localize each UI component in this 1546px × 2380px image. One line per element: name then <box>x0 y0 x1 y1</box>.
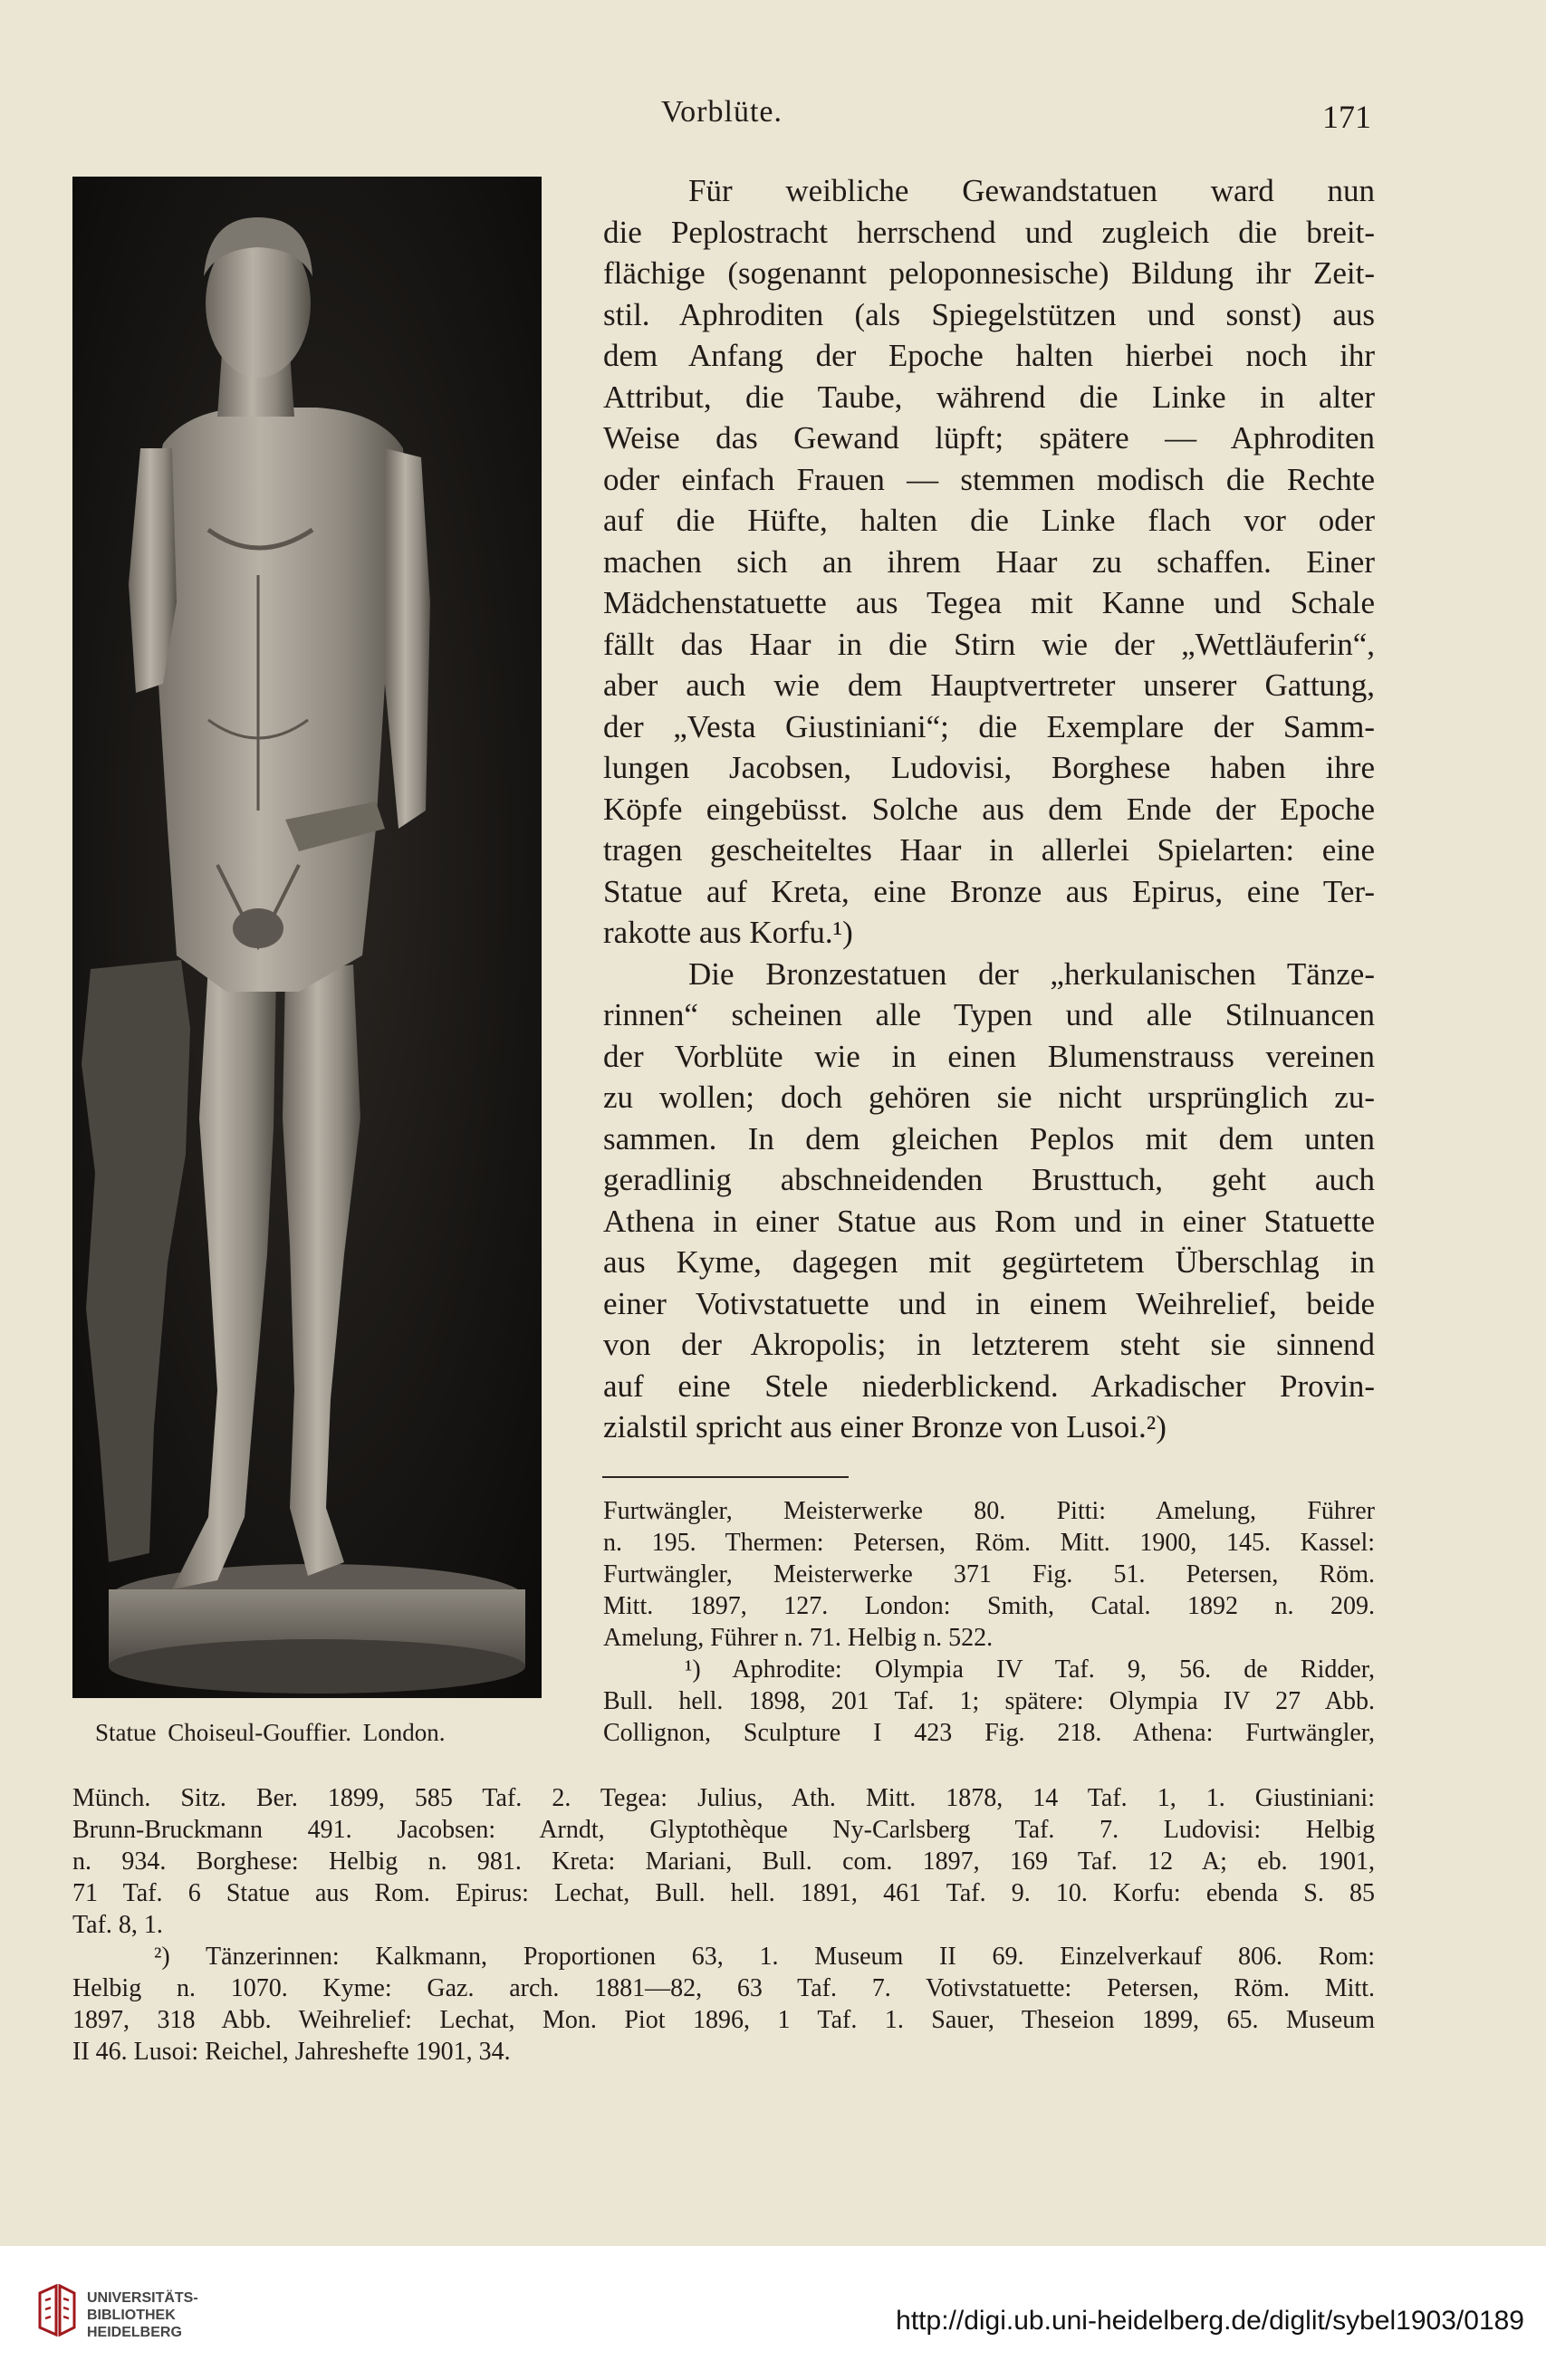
text-line: Weise das Gewand lüpft; spätere — Aphroditen <box>603 420 1375 456</box>
figure-caption: Statue Choiseul-Gouffier. London. <box>95 1719 446 1746</box>
text-line: Köpfe eingebüsst. Solche aus dem Ende der Epoche <box>603 791 1375 827</box>
digitization-footer <box>0 2246 1546 2380</box>
library-logo-icon <box>36 2284 78 2337</box>
text-line: Mädchenstatuette aus Tegea mit Kanne und Schale <box>603 585 1375 620</box>
text-line: lungen Jacobsen, Ludovisi, Borghese haben ihre <box>603 750 1375 785</box>
text-line: machen sich an ihrem Haar zu schaffen. Einer <box>603 543 1375 580</box>
footnote-line: Amelung, Führer n. 71. Helbig n. 522. <box>603 1624 994 1652</box>
text-line: Die Bronzestatuen der „herkulanischen Tänze- <box>688 955 1375 992</box>
text-line: auf die Hüfte, halten die Linke flach vor oder <box>603 503 1375 538</box>
footnote-line: Furtwängler, Meisterwerke 371 Fig. 51. Petersen, Röm. <box>603 1560 1375 1588</box>
footnote-line: II 46. Lusoi: Reichel, Jahreshefte 1901, 34. <box>72 2038 511 2066</box>
text-line: dem Anfang der Epoche halten hierbei noch ihr <box>603 338 1375 373</box>
library-name-line: UNIVERSITÄTS- <box>87 2290 198 2306</box>
library-name <box>87 2289 198 2341</box>
footnotes-full-width <box>72 1782 1375 2068</box>
statue-illustration <box>72 177 542 1698</box>
text-line: aber auch wie dem Hauptvertreter unserer Gattung, <box>603 667 1375 703</box>
footnote-line: Taf. 8, 1. <box>72 1911 163 1939</box>
text-line: einer Votivstatuette und in einem Weihrelief, beide <box>603 1285 1375 1321</box>
text-line: stil. Aphroditen (als Spiegelstützen und sonst) aus <box>603 296 1375 332</box>
text-line: rakotte aus Korfu.¹) <box>603 915 853 950</box>
text-line: rinnen“ scheinen alle Typen und alle Stilnuancen <box>603 997 1375 1032</box>
statue-photograph <box>72 177 542 1698</box>
footnote-line: Mitt. 1897, 127. London: Smith, Catal. 1892 n. 209. <box>603 1592 1375 1620</box>
footnote-line: Furtwängler, Meisterwerke 80. Pitti: Amelung, Führer <box>603 1497 1375 1525</box>
text-line: Statue auf Kreta, eine Bronze aus Epirus, eine Ter- <box>603 873 1375 909</box>
footnote-line: Helbig n. 1070. Kyme: Gaz. arch. 1881—82, 63 Taf. 7. Votivstatuette: Petersen, Röm. Mitt. <box>72 1974 1375 2002</box>
text-line: von der Akropolis; in letzterem steht sie sinnend <box>603 1327 1375 1362</box>
footnote-rule <box>602 1476 849 1478</box>
page-number: 171 <box>1322 99 1371 135</box>
footnote-line: Münch. Sitz. Ber. 1899, 585 Taf. 2. Tegea: Julius, Ath. Mitt. 1878, 14 Taf. 1, 1. Giustiniani: <box>72 1784 1375 1812</box>
text-line: aus Kyme, dagegen mit gegürtetem Überschlag in <box>603 1244 1375 1280</box>
footnote-line: n. 934. Borghese: Helbig n. 981. Kreta: Mariani, Bull. com. 1897, 169 Taf. 12 A; eb. 1901, <box>72 1847 1375 1876</box>
text-line: Athena in einer Statue aus Rom und in einer Statuette <box>603 1203 1375 1239</box>
footnotes-right-column <box>603 1495 1375 1749</box>
text-line: oder einfach Frauen — stemmen modisch die Rechte <box>603 461 1375 497</box>
text-line: sammen. In dem gleichen Peplos mit dem unten <box>603 1120 1375 1156</box>
library-name-line: HEIDELBERG <box>87 2325 182 2340</box>
text-line: geradlinig abschneidenden Brusttuch, geht auch <box>603 1162 1375 1197</box>
footnote-line: ²) Tänzerinnen: Kalkmann, Proportionen 63, 1. Museum II 69. Einzelverkauf 806. Rom: <box>154 1943 1375 1971</box>
text-line: tragen gescheiteltes Haar in allerlei Spielarten: eine <box>603 832 1375 868</box>
footnote-line: 1897, 318 Abb. Weihrelief: Lechat, Mon. Piot 1896, 1 Taf. 1. Sauer, Theseion 1899, 65. Museum <box>72 2006 1375 2034</box>
footnote-line: Collignon, Sculpture I 423 Fig. 218. Athena: Furtwängler, <box>603 1719 1375 1747</box>
text-line: die Peplostracht herrschend und zugleich die breit- <box>603 214 1375 250</box>
text-line: flächige (sogenannt peloponnesische) Bildung ihr Zeit- <box>603 255 1375 291</box>
text-line: Für weibliche Gewandstatuen ward nun <box>688 173 1375 208</box>
text-line: der „Vesta Giustiniani“; die Exemplare der Samm- <box>603 708 1375 744</box>
running-title: Vorblüte. <box>661 95 783 129</box>
footnote-line: n. 195. Thermen: Petersen, Röm. Mitt. 1900, 145. Kassel: <box>603 1529 1375 1557</box>
text-line: Attribut, die Taube, während die Linke in alter <box>603 379 1375 415</box>
footnote-line: ¹) Aphrodite: Olympia IV Taf. 9, 56. de Ridder, <box>685 1655 1375 1684</box>
footnote-line: 71 Taf. 6 Statue aus Rom. Epirus: Lechat, Bull. hell. 1891, 461 Taf. 9. 10. Korfu: ebenda S. 85 <box>72 1879 1375 1907</box>
text-line: zu wollen; doch gehören sie nicht ursprünglich zu- <box>603 1080 1375 1115</box>
text-line: fällt das Haar in die Stirn wie der „Wettläuferin“, <box>603 626 1375 662</box>
footnote-line: Brunn-Bruckmann 491. Jacobsen: Arndt, Glyptothèque Ny-Carlsberg Taf. 7. Ludovisi: Helbig <box>72 1816 1375 1844</box>
text-line: zialstil spricht aus einer Bronze von Lusoi.²) <box>603 1409 1167 1444</box>
source-url-link[interactable]: http://digi.ub.uni-heidelberg.de/diglit/sybel1903/0189 <box>896 2306 1524 2336</box>
main-text <box>603 170 1375 1448</box>
library-name-line: BIBLIOTHEK <box>87 2308 176 2323</box>
text-line: auf eine Stele niederblickend. Arkadischer Provin- <box>603 1368 1375 1404</box>
footnote-line: Bull. hell. 1898, 201 Taf. 1; spätere: Olympia IV 27 Abb. <box>603 1687 1375 1715</box>
text-line: der Vorblüte wie in einen Blumenstrauss vereinen <box>603 1038 1375 1074</box>
